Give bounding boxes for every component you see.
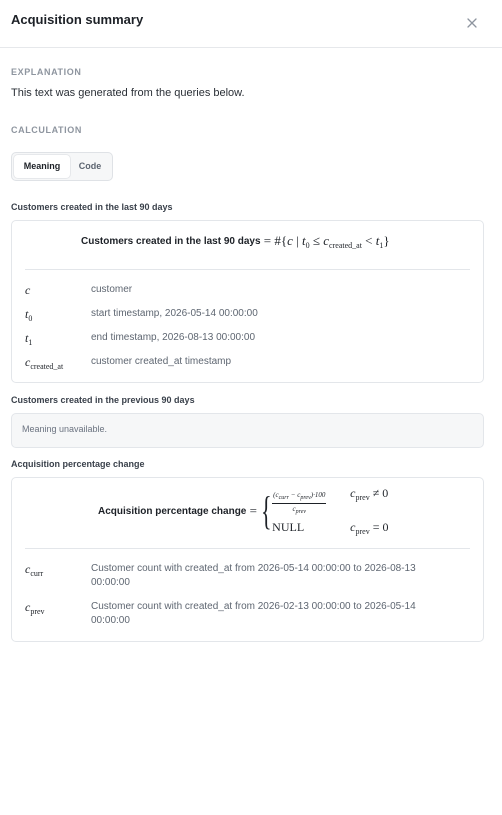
formula xyxy=(98,486,389,536)
variable-description: customer created_at timestamp xyxy=(91,356,232,367)
metric-card-last-90-days xyxy=(11,220,484,383)
calculation-label: CALCULATION xyxy=(11,125,82,135)
formula-name: Acquisition percentage change xyxy=(98,505,247,517)
formula-name: Customers created in the last 90 days xyxy=(81,236,261,247)
variable-description: customer xyxy=(91,284,133,295)
metric-label-previous-90-days: Customers created in the previous 90 days xyxy=(11,395,195,405)
meaning-unavailable-text: Meaning unavailable. xyxy=(22,424,108,434)
tab-meaning[interactable]: Meaning xyxy=(14,155,70,178)
calculation-tabs xyxy=(11,152,113,181)
close-icon[interactable] xyxy=(465,16,479,30)
metric-label-last-90-days: Customers created in the last 90 days xyxy=(11,202,173,212)
variable-symbol: $c_{curr}$ xyxy=(25,562,44,578)
variable-description: Customer count with created_at from 2026-02-13 00:00:00 to 2026-05-14 00:00:00 xyxy=(91,601,416,626)
formula-eq: = #{c | $t_0 \le c_{created\_at} < t_1$} xyxy=(260,233,390,250)
panel-header xyxy=(0,0,502,48)
variable-symbol: $c_{prev}$ xyxy=(25,600,45,616)
variable-description: Customer count with created_at from 2026-05-14 00:00:00 to 2026-08-13 00:00:00 xyxy=(91,563,416,588)
formula-eq: = xyxy=(246,503,257,518)
metric-card-percentage-change xyxy=(11,477,484,642)
formula xyxy=(81,233,390,250)
metric-label-percentage-change: Acquisition percentage change xyxy=(11,459,145,469)
metric-card-previous-90-days xyxy=(11,413,484,448)
variable-description: start timestamp, 2026-05-14 00:00:00 xyxy=(91,308,258,319)
panel-title: Acquisition summary xyxy=(11,12,144,27)
variable-symbol: $t_0$ xyxy=(25,307,33,323)
explanation-label: EXPLANATION xyxy=(11,67,82,77)
variable-symbol: $c_{created\_at}$ xyxy=(25,355,64,371)
piecewise-expression: { $\frac{\text{(ccurr − cprev)·100}}{\text{cprev}}$ $c_{prev} \ne 0$ NULL $c_{prev} = 0$ xyxy=(260,486,389,536)
explanation-text: This text was generated from the queries below. xyxy=(11,87,245,99)
tab-code[interactable]: Code xyxy=(78,161,102,171)
variable-symbol: c xyxy=(25,283,31,297)
variable-description: end timestamp, 2026-08-13 00:00:00 xyxy=(91,332,255,343)
variable-symbol: $t_1$ xyxy=(25,331,33,347)
